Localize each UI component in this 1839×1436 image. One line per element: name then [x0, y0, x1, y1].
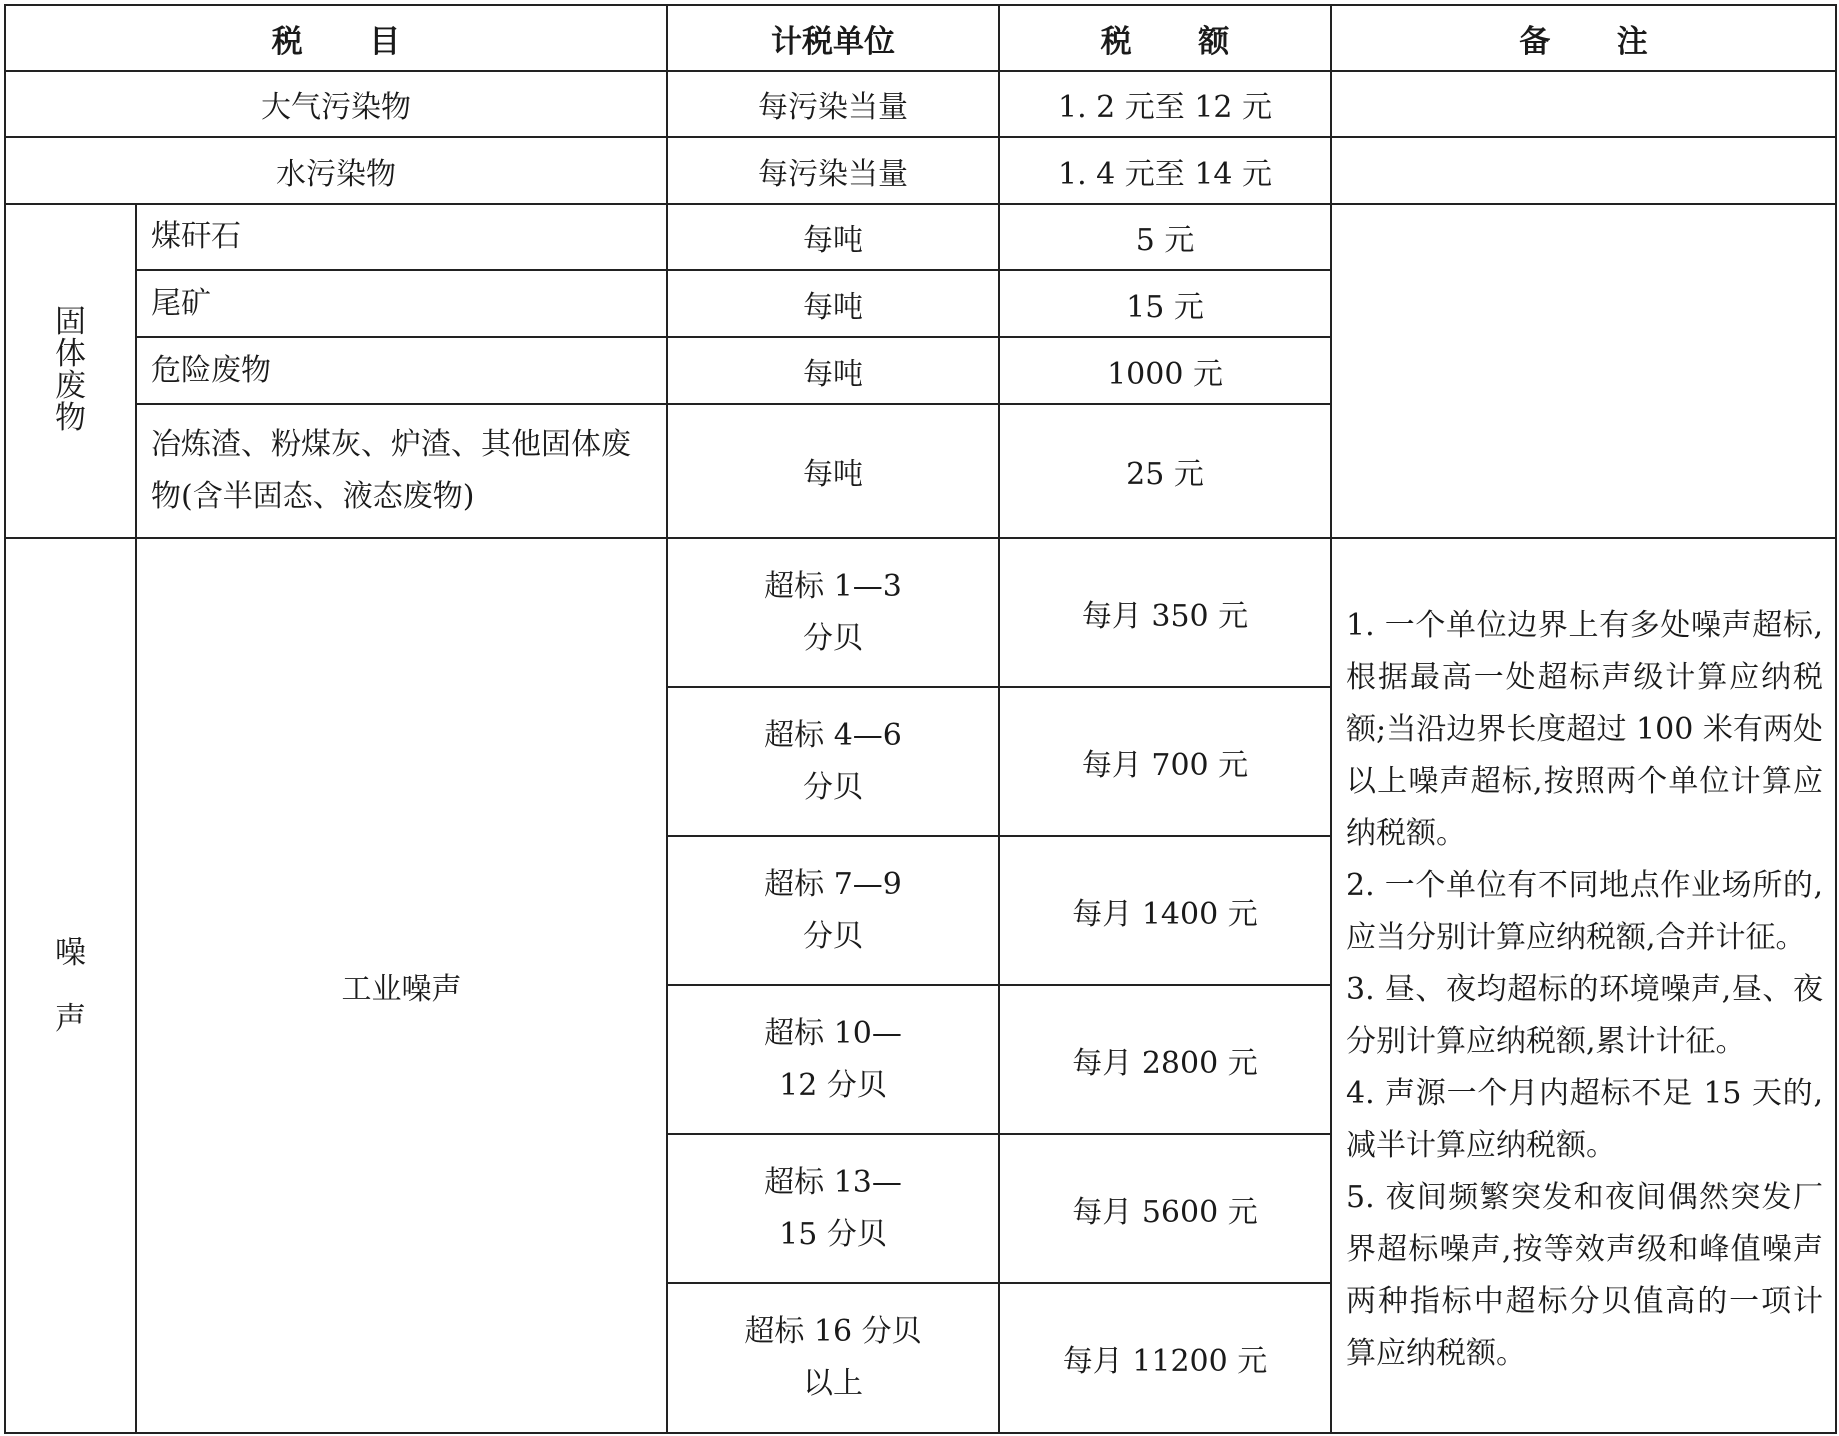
- noise-level-unit: 超标 13— 15 分贝: [667, 1134, 999, 1283]
- air-item: 大气污染物: [5, 71, 667, 137]
- noise-level-amount: 每月 2800 元: [999, 985, 1331, 1134]
- solid-item-amount: 15 元: [999, 270, 1331, 337]
- solid-item-amount: 5 元: [999, 204, 1331, 270]
- noise-level-amount: 每月 1400 元: [999, 836, 1331, 985]
- header-note: 备 注: [1331, 5, 1836, 71]
- note-item: 1. 一个单位边界上有多处噪声超标,根据最高一处超标声级计算应纳税额;当沿边界长度超过 100 米有两处以上噪声超标,按照两个单位计算应纳税额。: [1346, 607, 1824, 851]
- solid-item-unit: 每吨: [667, 337, 999, 404]
- header-unit: 计税单位: [667, 5, 999, 71]
- noise-subcategory: 工业噪声: [136, 538, 667, 1433]
- note-item: 4. 声源一个月内超标不足 15 天的,减半计算应纳税额。: [1346, 1075, 1824, 1163]
- noise-level-unit: 超标 16 分贝 以上: [667, 1283, 999, 1433]
- noise-level-amount: 每月 11200 元: [999, 1283, 1331, 1433]
- solid-item-amount: 25 元: [999, 404, 1331, 538]
- noise-level-amount: 每月 350 元: [999, 538, 1331, 687]
- noise-category-label: 噪声: [55, 934, 86, 1037]
- air-unit: 每污染当量: [667, 71, 999, 137]
- solid-item-unit: 每吨: [667, 204, 999, 270]
- header-row: [5, 5, 1836, 71]
- note-item: 5. 夜间频繁突发和夜间偶然突发厂界超标噪声,按等效声级和峰值噪声两种指标中超标分贝值高的一项计算应纳税额。: [1346, 1179, 1824, 1371]
- solid-item-amount: 1000 元: [999, 337, 1331, 404]
- solid-item-unit: 每吨: [667, 404, 999, 538]
- noise-level-unit: 超标 7—9 分贝: [667, 836, 999, 985]
- water-unit: 每污染当量: [667, 137, 999, 204]
- solid-item-name: 危险废物: [136, 337, 667, 404]
- noise-level-amount: 每月 5600 元: [999, 1134, 1331, 1283]
- note-item: 3. 昼、夜均超标的环境噪声,昼、夜分别计算应纳税额,累计计征。: [1346, 971, 1824, 1059]
- solid-item-name: 尾矿: [136, 270, 667, 337]
- solid-item-name: 冶炼渣、粉煤灰、炉渣、其他固体废物(含半固态、液态废物): [136, 404, 667, 538]
- table-row-air: [5, 71, 1836, 137]
- noise-level-amount: 每月 700 元: [999, 687, 1331, 836]
- tax-rate-table: [4, 4, 1837, 1434]
- air-amount: 1. 2 元至 12 元: [999, 71, 1331, 137]
- noise-level-unit: 超标 1—3 分贝: [667, 538, 999, 687]
- noise-category: [5, 538, 136, 1433]
- water-item: 水污染物: [5, 137, 667, 204]
- note-item: 2. 一个单位有不同地点作业场所的,应当分别计算应纳税额,合并计征。: [1346, 867, 1824, 955]
- header-amount: 税 额: [999, 5, 1331, 71]
- solid-category: [5, 204, 136, 538]
- header-item: 税 目: [5, 5, 667, 71]
- air-note: [1331, 71, 1836, 137]
- table-row-noise: [5, 538, 1836, 687]
- solid-category-label: 固体废物: [55, 304, 86, 436]
- water-note: [1331, 137, 1836, 204]
- noise-level-unit: 超标 4—6 分贝: [667, 687, 999, 836]
- solid-item-unit: 每吨: [667, 270, 999, 337]
- noise-notes: [1331, 538, 1836, 1433]
- solid-note: [1331, 204, 1836, 538]
- water-amount: 1. 4 元至 14 元: [999, 137, 1331, 204]
- noise-level-unit: 超标 10— 12 分贝: [667, 985, 999, 1134]
- table-row-water: [5, 137, 1836, 204]
- solid-item-name: 煤矸石: [136, 204, 667, 270]
- table-row-solid: [5, 204, 1836, 270]
